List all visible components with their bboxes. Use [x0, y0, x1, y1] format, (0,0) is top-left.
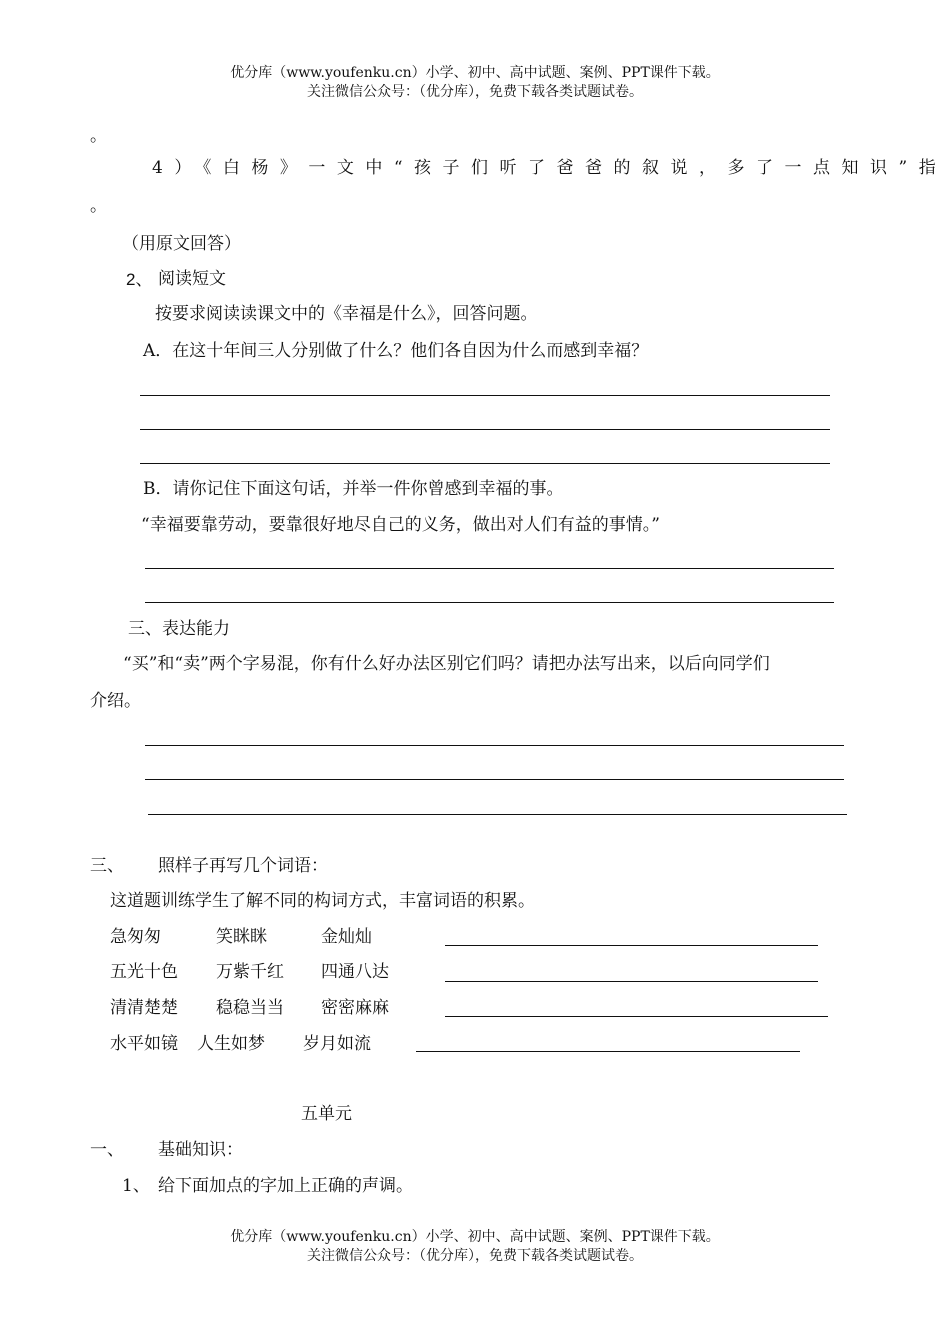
word-example: 岁月如流 [303, 1034, 371, 1054]
word-example: 人生如梦 [197, 1034, 265, 1054]
header-line-2: 关注微信公众号：（优分库），免费下载各类试题试卷。 [307, 84, 643, 100]
section-2-title: 阅读短文 [158, 269, 226, 289]
words-section-title: 照样子再写几个词语： [158, 856, 328, 876]
answer-line-b1[interactable] [145, 568, 834, 569]
expression-title: 三、表达能力 [128, 619, 230, 639]
word-answer-line-1[interactable] [445, 945, 818, 946]
footer-line-2: 关注微信公众号：（优分库），免费下载各类试题试卷。 [307, 1248, 643, 1264]
reading-intro: 按要求阅读读课文中的《幸福是什么》，回答问题。 [155, 304, 538, 324]
answer-line-b2[interactable] [145, 602, 834, 603]
happiness-quote: “幸福要靠劳动，要靠很好地尽自己的义务，做出对人们有益的事情。” [141, 515, 660, 535]
expression-text-1: “买”和“卖”两个字易混，你有什么好办法区别它们吗？请把办法写出来，以后向同学们 [123, 654, 770, 674]
word-answer-line-4[interactable] [416, 1051, 800, 1052]
answer-hint: （用原文回答） [122, 234, 241, 254]
word-example: 水平如镜 [110, 1034, 178, 1054]
word-example: 四通八达 [321, 962, 389, 982]
word-example: 笑眯眯 [216, 927, 267, 947]
footer-line-1: 优分库（www.youfenku.cn）小学、初中、高中试题、案例、PPT课件下载。 [230, 1229, 720, 1245]
answer-line-a1[interactable] [140, 395, 830, 396]
answer-line-a2[interactable] [140, 429, 830, 430]
trailing-period: 。 [90, 126, 107, 146]
question-4: 4）《白杨》一文中“孩子们听了爸爸的叙说，多了一点知识”指 [152, 158, 948, 178]
word-example: 五光十色 [110, 962, 178, 982]
word-example: 密密麻麻 [321, 998, 389, 1018]
words-section-number: 三、 [90, 856, 124, 876]
question-4-period: 。 [90, 196, 107, 216]
question-a: A．在这十年间三人分别做了什么？他们各自因为什么而感到幸福？ [143, 341, 649, 361]
answer-line-c1[interactable] [145, 745, 844, 746]
question-b: B．请你记住下面这句话，并举一件你曾感到幸福的事。 [143, 479, 564, 499]
unit-5-section-number: 一、 [90, 1140, 124, 1160]
answer-line-a3[interactable] [140, 463, 830, 464]
section-2-number [126, 271, 152, 289]
answer-line-c2[interactable] [145, 779, 844, 780]
answer-line-c3[interactable] [148, 814, 847, 815]
word-example: 金灿灿 [321, 927, 372, 947]
word-example: 稳稳当当 [216, 998, 284, 1018]
words-description: 这道题训练学生了解不同的构词方式，丰富词语的积累。 [110, 891, 535, 911]
expression-text-2: 介绍。 [90, 691, 141, 711]
unit-5-q1-number: 1、 [122, 1176, 150, 1196]
unit-5-q1: 给下面加点的字加上正确的声调。 [158, 1176, 413, 1196]
word-answer-line-2[interactable] [445, 981, 818, 982]
header-line-1: 优分库（www.youfenku.cn）小学、初中、高中试题、案例、PPT课件下载。 [230, 65, 720, 81]
section-2-num: 2、 [126, 270, 153, 289]
unit-5-title: 五单元 [301, 1104, 352, 1124]
word-example: 万紫千红 [216, 962, 284, 982]
unit-5-section-title: 基础知识： [158, 1140, 243, 1160]
word-example: 急匆匆 [110, 927, 161, 947]
word-example: 清清楚楚 [110, 998, 178, 1018]
word-answer-line-3[interactable] [445, 1016, 828, 1017]
